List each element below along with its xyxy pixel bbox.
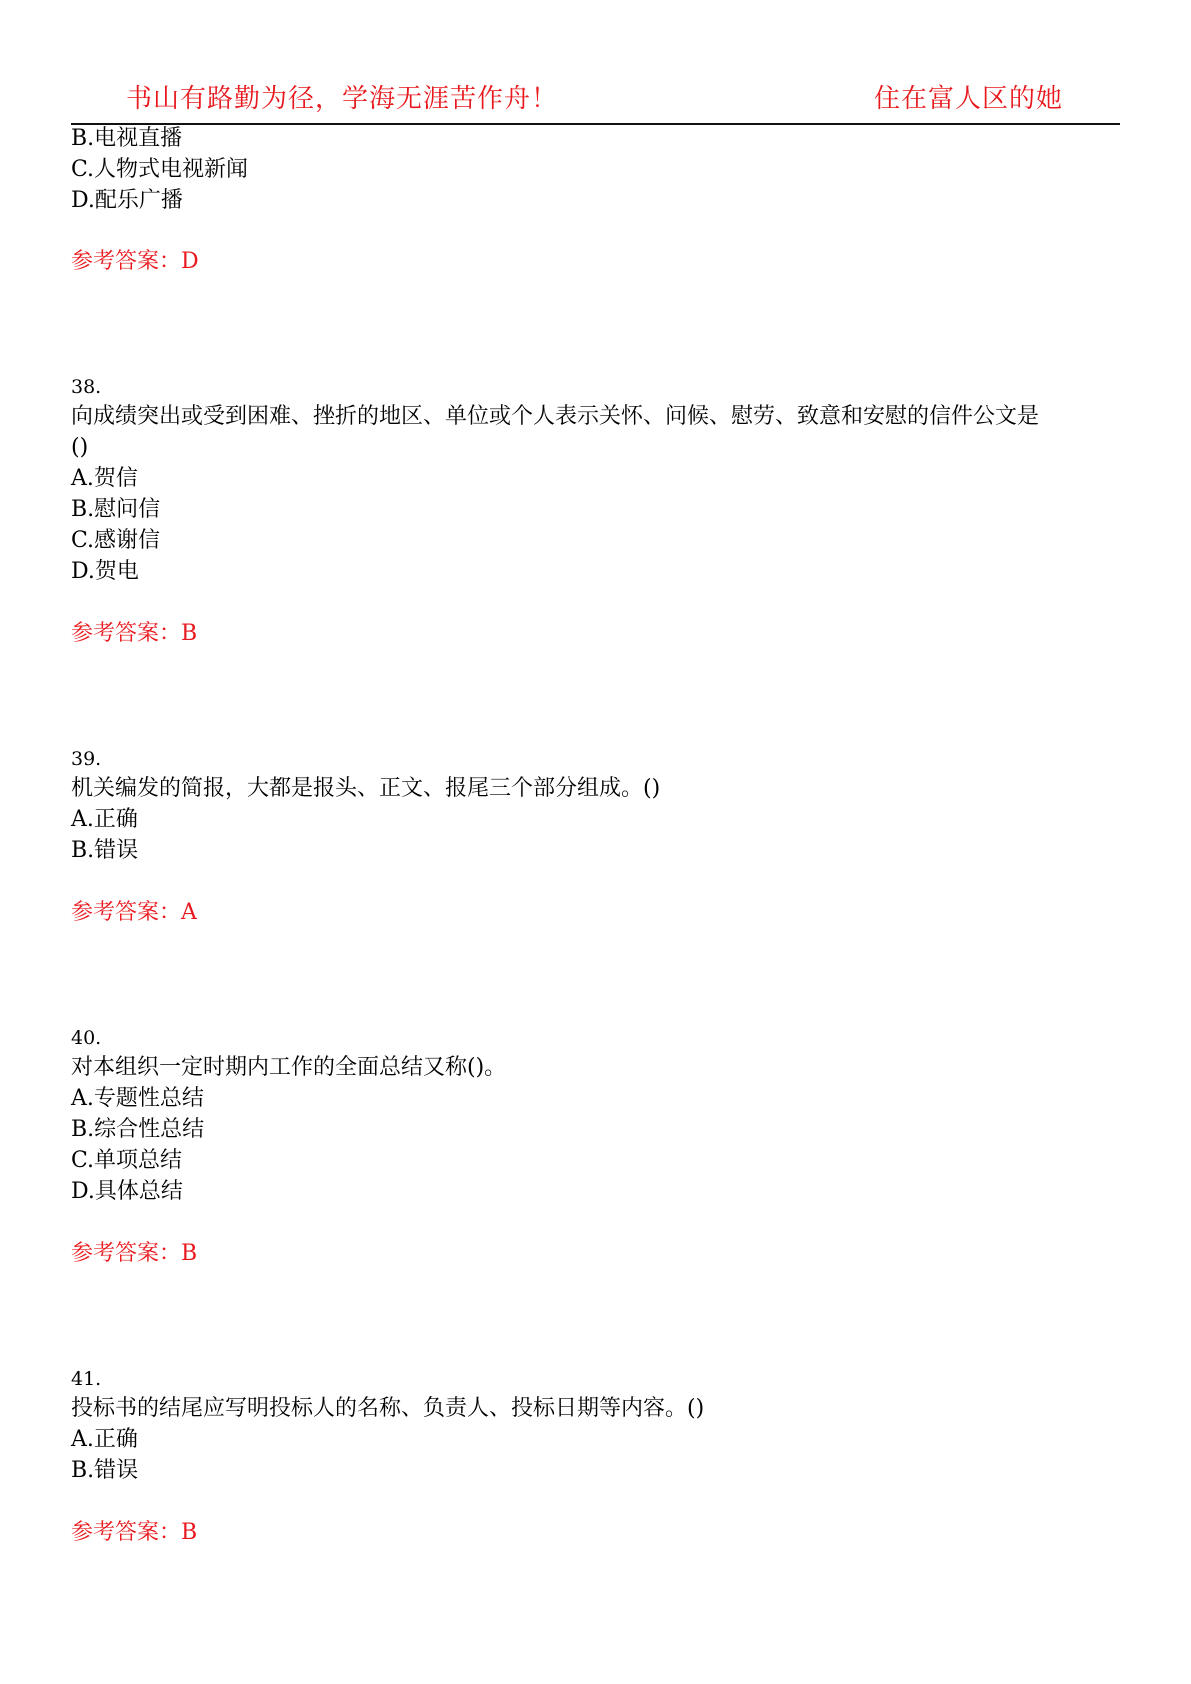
option-item: C.人物式电视新闻 <box>71 157 249 182</box>
answer-key: 参考答案：B <box>71 1520 198 1545</box>
option-item: B.错误 <box>71 1458 139 1483</box>
option-item: B.错误 <box>71 838 139 863</box>
option-item: D.具体总结 <box>71 1179 183 1204</box>
option-item: C.单项总结 <box>71 1148 183 1173</box>
option-item: D.贺电 <box>71 559 139 584</box>
option-item: A.正确 <box>71 1427 138 1452</box>
header-divider <box>71 123 1120 125</box>
question-number: 39. <box>71 748 102 770</box>
option-item: D.配乐广播 <box>71 188 183 213</box>
answer-key: 参考答案：D <box>71 249 199 274</box>
option-item: B.电视直播 <box>71 126 183 151</box>
header-motto: 书山有路勤为径，学海无涯苦作舟！ <box>126 84 559 114</box>
answer-key: 参考答案：B <box>71 1241 198 1266</box>
question-number: 38. <box>71 376 102 398</box>
question-text: 投标书的结尾应写明投标人的名称、负责人、投标日期等内容。() <box>71 1396 705 1421</box>
option-item: C.感谢信 <box>71 528 161 553</box>
option-item: B.慰问信 <box>71 497 161 522</box>
header-author: 住在富人区的她 <box>874 84 1064 114</box>
answer-key: 参考答案：B <box>71 621 198 646</box>
question-number: 41. <box>71 1368 102 1390</box>
option-item: A.贺信 <box>71 466 138 491</box>
question-text: 机关编发的简报，大都是报头、正文、报尾三个部分组成。() <box>71 776 661 801</box>
question-number: 40. <box>71 1027 102 1049</box>
option-item: A.专题性总结 <box>71 1086 204 1111</box>
answer-key: 参考答案：A <box>71 900 197 925</box>
question-text-continued: () <box>71 435 89 460</box>
question-text: 对本组织一定时期内工作的全面总结又称()。 <box>71 1055 507 1080</box>
question-text: 向成绩突出或受到困难、挫折的地区、单位或个人表示关怀、问候、慰劳、致意和安慰的信件公文是 <box>71 404 1040 429</box>
option-item: A.正确 <box>71 807 138 832</box>
option-item: B.综合性总结 <box>71 1117 205 1142</box>
